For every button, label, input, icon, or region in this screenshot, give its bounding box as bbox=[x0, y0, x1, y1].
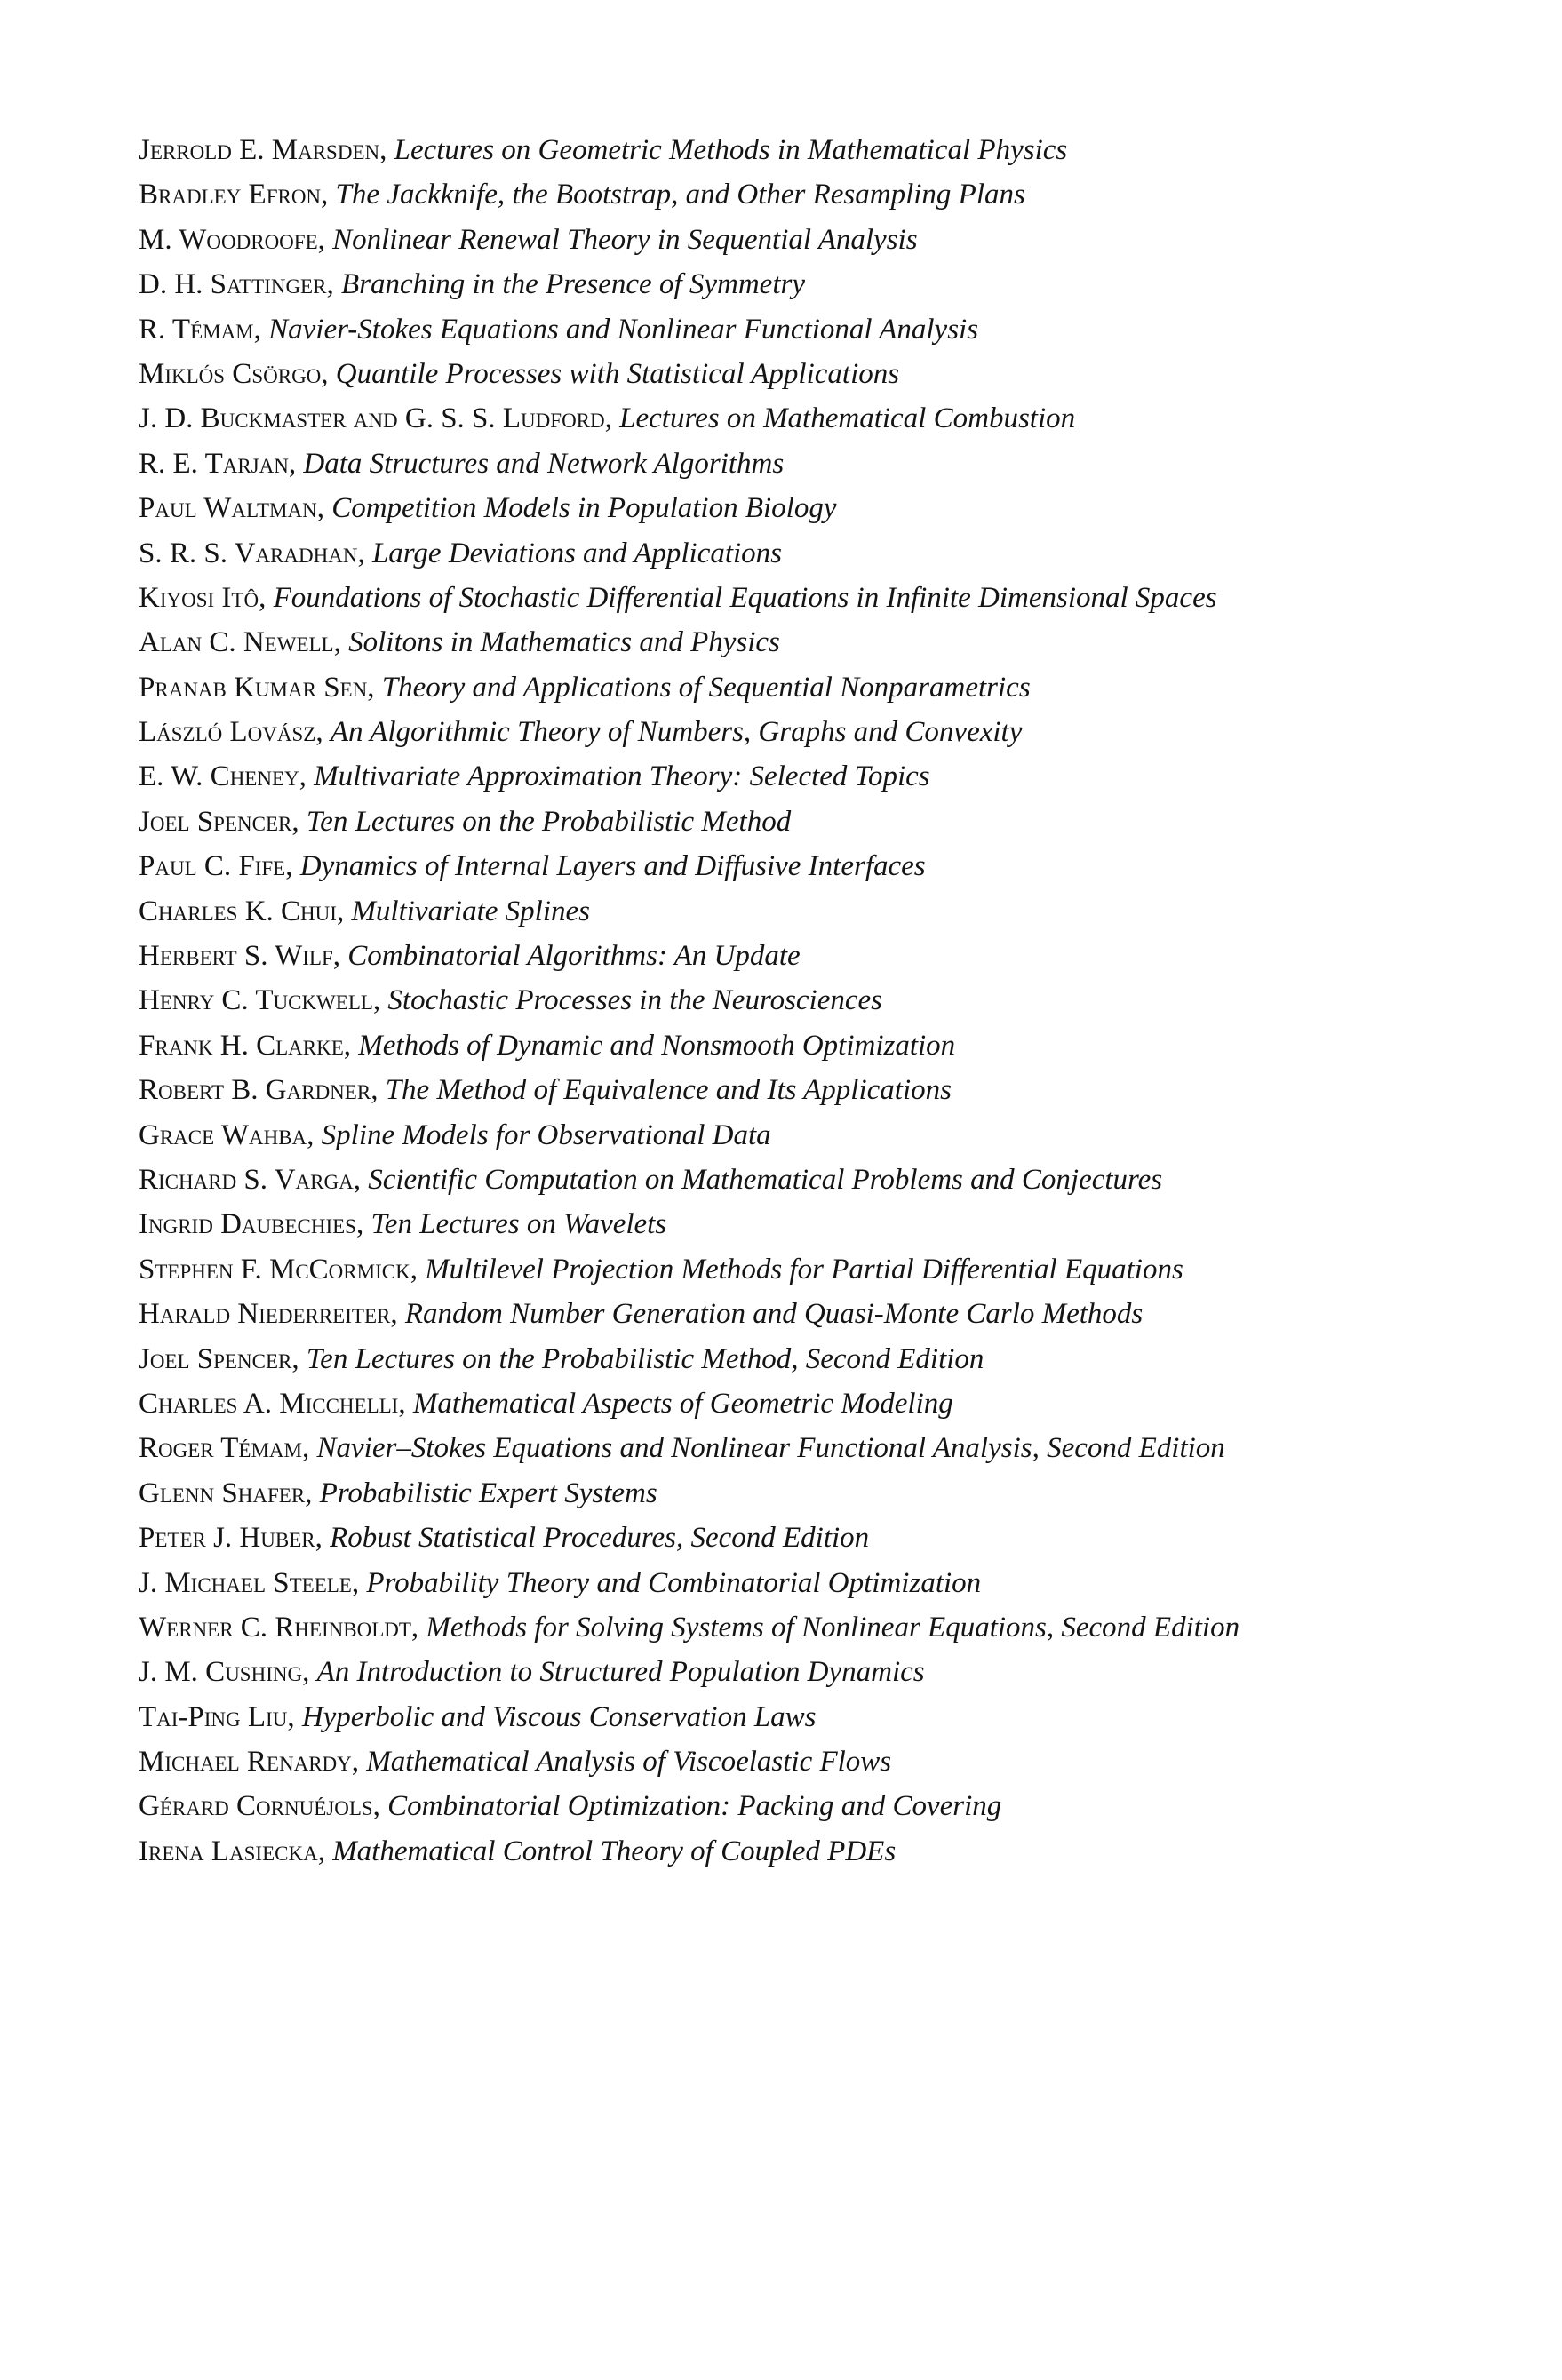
book-title: Stochastic Processes in the Neurosciences bbox=[387, 984, 883, 1017]
author-name: Joel Spencer bbox=[139, 1342, 292, 1375]
author-name: Ingrid Daubechies bbox=[139, 1208, 356, 1241]
list-item: Ingrid Daubechies, Ten Lectures on Wavelets bbox=[139, 1208, 667, 1241]
book-title: Lectures on Geometric Methods in Mathematical Physics bbox=[394, 134, 1068, 166]
book-title: Ten Lectures on the Probabilistic Method, Second Edition bbox=[306, 1342, 984, 1375]
list-item: R. E. Tarjan, Data Structures and Network Algorithms bbox=[139, 447, 785, 480]
list-item: Werner C. Rheinboldt, Methods for Solving Systems of Nonlinear Equations, Second Edition bbox=[139, 1611, 1240, 1644]
author-name: Bradley Efron bbox=[139, 179, 322, 211]
list-item: Kiyosi Itô, Foundations of Stochastic Differential Equations in Infinite Dimensional Spaces bbox=[139, 581, 1217, 614]
author-name: Paul C. Fife bbox=[139, 850, 286, 883]
list-item: Robert B. Gardner, The Method of Equivalence and Its Applications bbox=[139, 1074, 952, 1107]
author-name: Irena Lasiecka bbox=[139, 1835, 318, 1867]
author-name: D. H. Sattinger bbox=[139, 268, 327, 301]
book-title: Robust Statistical Procedures, Second Edition bbox=[330, 1522, 870, 1555]
list-item: M. Woodroofe, Nonlinear Renewal Theory in Sequential Analysis bbox=[139, 223, 918, 256]
list-item: J. Michael Steele, Probability Theory and Combinatorial Optimization bbox=[139, 1566, 982, 1599]
author-name: E. W. Cheney bbox=[139, 760, 299, 793]
book-title: Mathematical Analysis of Viscoelastic Flows bbox=[366, 1746, 892, 1779]
author-name: Charles A. Micchelli bbox=[139, 1387, 399, 1420]
author-name: Glenn Shafer bbox=[139, 1477, 306, 1509]
book-title: Probabilistic Expert Systems bbox=[319, 1477, 657, 1509]
list-item: Miklós Csörgo, Quantile Processes with Statistical Applications bbox=[139, 357, 900, 390]
author-name: R. Témam bbox=[139, 313, 254, 346]
list-item: J. D. Buckmaster and G. S. S. Ludford, Lectures on Mathematical Combustion bbox=[139, 402, 1076, 435]
author-name: J. M. Cushing bbox=[139, 1656, 303, 1689]
book-title: Ten Lectures on the Probabilistic Method bbox=[306, 805, 792, 838]
series-title-list bbox=[139, 128, 1489, 1874]
list-item: Henry C. Tuckwell, Stochastic Processes in the Neurosciences bbox=[139, 984, 883, 1017]
author-name: Jerrold E. Marsden bbox=[139, 134, 380, 166]
book-title: Probability Theory and Combinatorial Optimization bbox=[366, 1566, 982, 1599]
book-title: Foundations of Stochastic Differential Equations in Infinite Dimensional Spaces bbox=[273, 581, 1217, 614]
book-title: Theory and Applications of Sequential Nonparametrics bbox=[381, 671, 1031, 704]
book-title: Navier-Stokes Equations and Nonlinear Functional Analysis bbox=[268, 313, 979, 346]
author-name: Paul Waltman bbox=[139, 492, 317, 525]
list-item: Gérard Cornuéjols, Combinatorial Optimization: Packing and Covering bbox=[139, 1790, 1002, 1823]
list-item: Charles A. Micchelli, Mathematical Aspects of Geometric Modeling bbox=[139, 1387, 953, 1420]
list-item: Alan C. Newell, Solitons in Mathematics and Physics bbox=[139, 626, 780, 659]
author-name: Michael Renardy bbox=[139, 1746, 352, 1779]
list-item: Paul C. Fife, Dynamics of Internal Layers and Diffusive Interfaces bbox=[139, 850, 926, 883]
author-name: Tai-Ping Liu bbox=[139, 1700, 288, 1733]
book-title: Methods of Dynamic and Nonsmooth Optimization bbox=[358, 1029, 956, 1062]
book-title: Methods for Solving Systems of Nonlinear Equations, Second Edition bbox=[426, 1611, 1240, 1644]
book-title: An Introduction to Structured Population Dynamics bbox=[316, 1656, 925, 1689]
author-name: Joel Spencer bbox=[139, 805, 292, 838]
author-name: Frank H. Clarke bbox=[139, 1029, 344, 1062]
book-title: Quantile Processes with Statistical Applications bbox=[335, 357, 900, 390]
list-item: D. H. Sattinger, Branching in the Presence of Symmetry bbox=[139, 268, 805, 301]
book-title: Lectures on Mathematical Combustion bbox=[619, 402, 1076, 435]
book-title: Dynamics of Internal Layers and Diffusive Interfaces bbox=[299, 850, 926, 883]
book-title: Random Number Generation and Quasi-Monte Carlo Methods bbox=[404, 1298, 1144, 1331]
list-item: Bradley Efron, The Jackknife, the Bootstrap, and Other Resampling Plans bbox=[139, 179, 1025, 211]
book-title: Hyperbolic and Viscous Conservation Laws bbox=[301, 1700, 817, 1733]
list-item: E. W. Cheney, Multivariate Approximation Theory: Selected Topics bbox=[139, 760, 930, 793]
book-title: Multivariate Approximation Theory: Selected Topics bbox=[314, 760, 930, 793]
list-item: Joel Spencer, Ten Lectures on the Probabilistic Method, Second Edition bbox=[139, 1342, 984, 1375]
list-item: Stephen F. McCormick, Multilevel Projection Methods for Partial Differential Equations bbox=[139, 1253, 1183, 1286]
book-title: Competition Models in Population Biology bbox=[331, 492, 837, 525]
author-name: László Lovász bbox=[139, 716, 316, 749]
book-title: Branching in the Presence of Symmetry bbox=[340, 268, 805, 301]
list-item: László Lovász, An Algorithmic Theory of Numbers, Graphs and Convexity bbox=[139, 716, 1023, 749]
list-item: Harald Niederreiter, Random Number Generation and Quasi-Monte Carlo Methods bbox=[139, 1298, 1144, 1331]
book-title: The Method of Equivalence and Its Applications bbox=[385, 1074, 952, 1107]
list-item: Herbert S. Wilf, Combinatorial Algorithms: An Update bbox=[139, 940, 801, 973]
list-item: Pranab Kumar Sen, Theory and Applications of Sequential Nonparametrics bbox=[139, 671, 1031, 704]
book-title: Ten Lectures on Wavelets bbox=[371, 1208, 667, 1241]
book-title: Multivariate Splines bbox=[351, 895, 590, 927]
list-item: Irena Lasiecka, Mathematical Control Theory of Coupled PDEs bbox=[139, 1835, 897, 1867]
author-name: Pranab Kumar Sen bbox=[139, 671, 368, 704]
list-item: Glenn Shafer, Probabilistic Expert Systems bbox=[139, 1477, 657, 1509]
book-title: Nonlinear Renewal Theory in Sequential Analysis bbox=[332, 223, 918, 256]
author-name: Kiyosi Itô bbox=[139, 581, 259, 614]
list-item: Frank H. Clarke, Methods of Dynamic and Nonsmooth Optimization bbox=[139, 1029, 956, 1062]
author-name: Werner C. Rheinboldt bbox=[139, 1611, 411, 1644]
list-item: J. M. Cushing, An Introduction to Structured Population Dynamics bbox=[139, 1656, 925, 1689]
book-title: Navier–Stokes Equations and Nonlinear Functional Analysis, Second Edition bbox=[316, 1432, 1225, 1465]
list-item: Grace Wahba, Spline Models for Observational Data bbox=[139, 1118, 771, 1151]
book-title: Solitons in Mathematics and Physics bbox=[348, 626, 780, 659]
author-name: Robert B. Gardner bbox=[139, 1074, 371, 1107]
author-name: Grace Wahba bbox=[139, 1118, 307, 1151]
list-item: Jerrold E. Marsden, Lectures on Geometric Methods in Mathematical Physics bbox=[139, 134, 1068, 166]
list-item: R. Témam, Navier-Stokes Equations and Nonlinear Functional Analysis bbox=[139, 313, 979, 346]
author-name: J. D. Buckmaster and G. S. S. Ludford bbox=[139, 402, 605, 435]
author-name: Charles K. Chui bbox=[139, 895, 337, 927]
author-name: S. R. S. Varadhan bbox=[139, 537, 358, 569]
author-name: Miklós Csörgo bbox=[139, 357, 322, 390]
book-title: Scientific Computation on Mathematical Problems and Conjectures bbox=[368, 1163, 1163, 1196]
book-title: The Jackknife, the Bootstrap, and Other Resampling Plans bbox=[335, 179, 1025, 211]
list-item: Charles K. Chui, Multivariate Splines bbox=[139, 895, 590, 927]
book-title: Mathematical Control Theory of Coupled PDEs bbox=[332, 1835, 897, 1867]
author-name: R. E. Tarjan bbox=[139, 447, 289, 480]
list-item: S. R. S. Varadhan, Large Deviations and Applications bbox=[139, 537, 783, 569]
list-item: Joel Spencer, Ten Lectures on the Probabilistic Method bbox=[139, 805, 792, 838]
list-item: Roger Témam, Navier–Stokes Equations and Nonlinear Functional Analysis, Second Edition bbox=[139, 1432, 1225, 1465]
author-name: J. Michael Steele bbox=[139, 1566, 352, 1599]
author-name: Herbert S. Wilf bbox=[139, 940, 333, 973]
author-name: Peter J. Huber bbox=[139, 1522, 315, 1555]
book-title: Data Structures and Network Algorithms bbox=[303, 447, 785, 480]
author-name: Roger Témam bbox=[139, 1432, 302, 1465]
author-name: Stephen F. McCormick bbox=[139, 1253, 410, 1286]
author-name: Henry C. Tuckwell bbox=[139, 984, 373, 1017]
list-item: Peter J. Huber, Robust Statistical Procedures, Second Edition bbox=[139, 1522, 870, 1555]
author-name: Harald Niederreiter bbox=[139, 1298, 391, 1331]
book-title: An Algorithmic Theory of Numbers, Graphs and Convexity bbox=[330, 716, 1023, 749]
list-item: Richard S. Varga, Scientific Computation on Mathematical Problems and Conjectures bbox=[139, 1163, 1163, 1196]
author-name: Richard S. Varga bbox=[139, 1163, 354, 1196]
list-item: Paul Waltman, Competition Models in Population Biology bbox=[139, 492, 837, 525]
author-name: Gérard Cornuéjols bbox=[139, 1790, 373, 1823]
author-name: Alan C. Newell bbox=[139, 626, 334, 659]
book-title: Multilevel Projection Methods for Partial Differential Equations bbox=[425, 1253, 1183, 1286]
book-title: Combinatorial Optimization: Packing and Covering bbox=[387, 1790, 1002, 1823]
list-item: Michael Renardy, Mathematical Analysis of Viscoelastic Flows bbox=[139, 1746, 892, 1779]
author-name: M. Woodroofe bbox=[139, 223, 318, 256]
book-title: Mathematical Aspects of Geometric Modeling bbox=[412, 1387, 953, 1420]
book-title: Large Deviations and Applications bbox=[371, 537, 783, 569]
book-title: Spline Models for Observational Data bbox=[321, 1118, 771, 1151]
list-item: Tai-Ping Liu, Hyperbolic and Viscous Conservation Laws bbox=[139, 1700, 817, 1733]
book-title: Combinatorial Algorithms: An Update bbox=[347, 940, 801, 973]
